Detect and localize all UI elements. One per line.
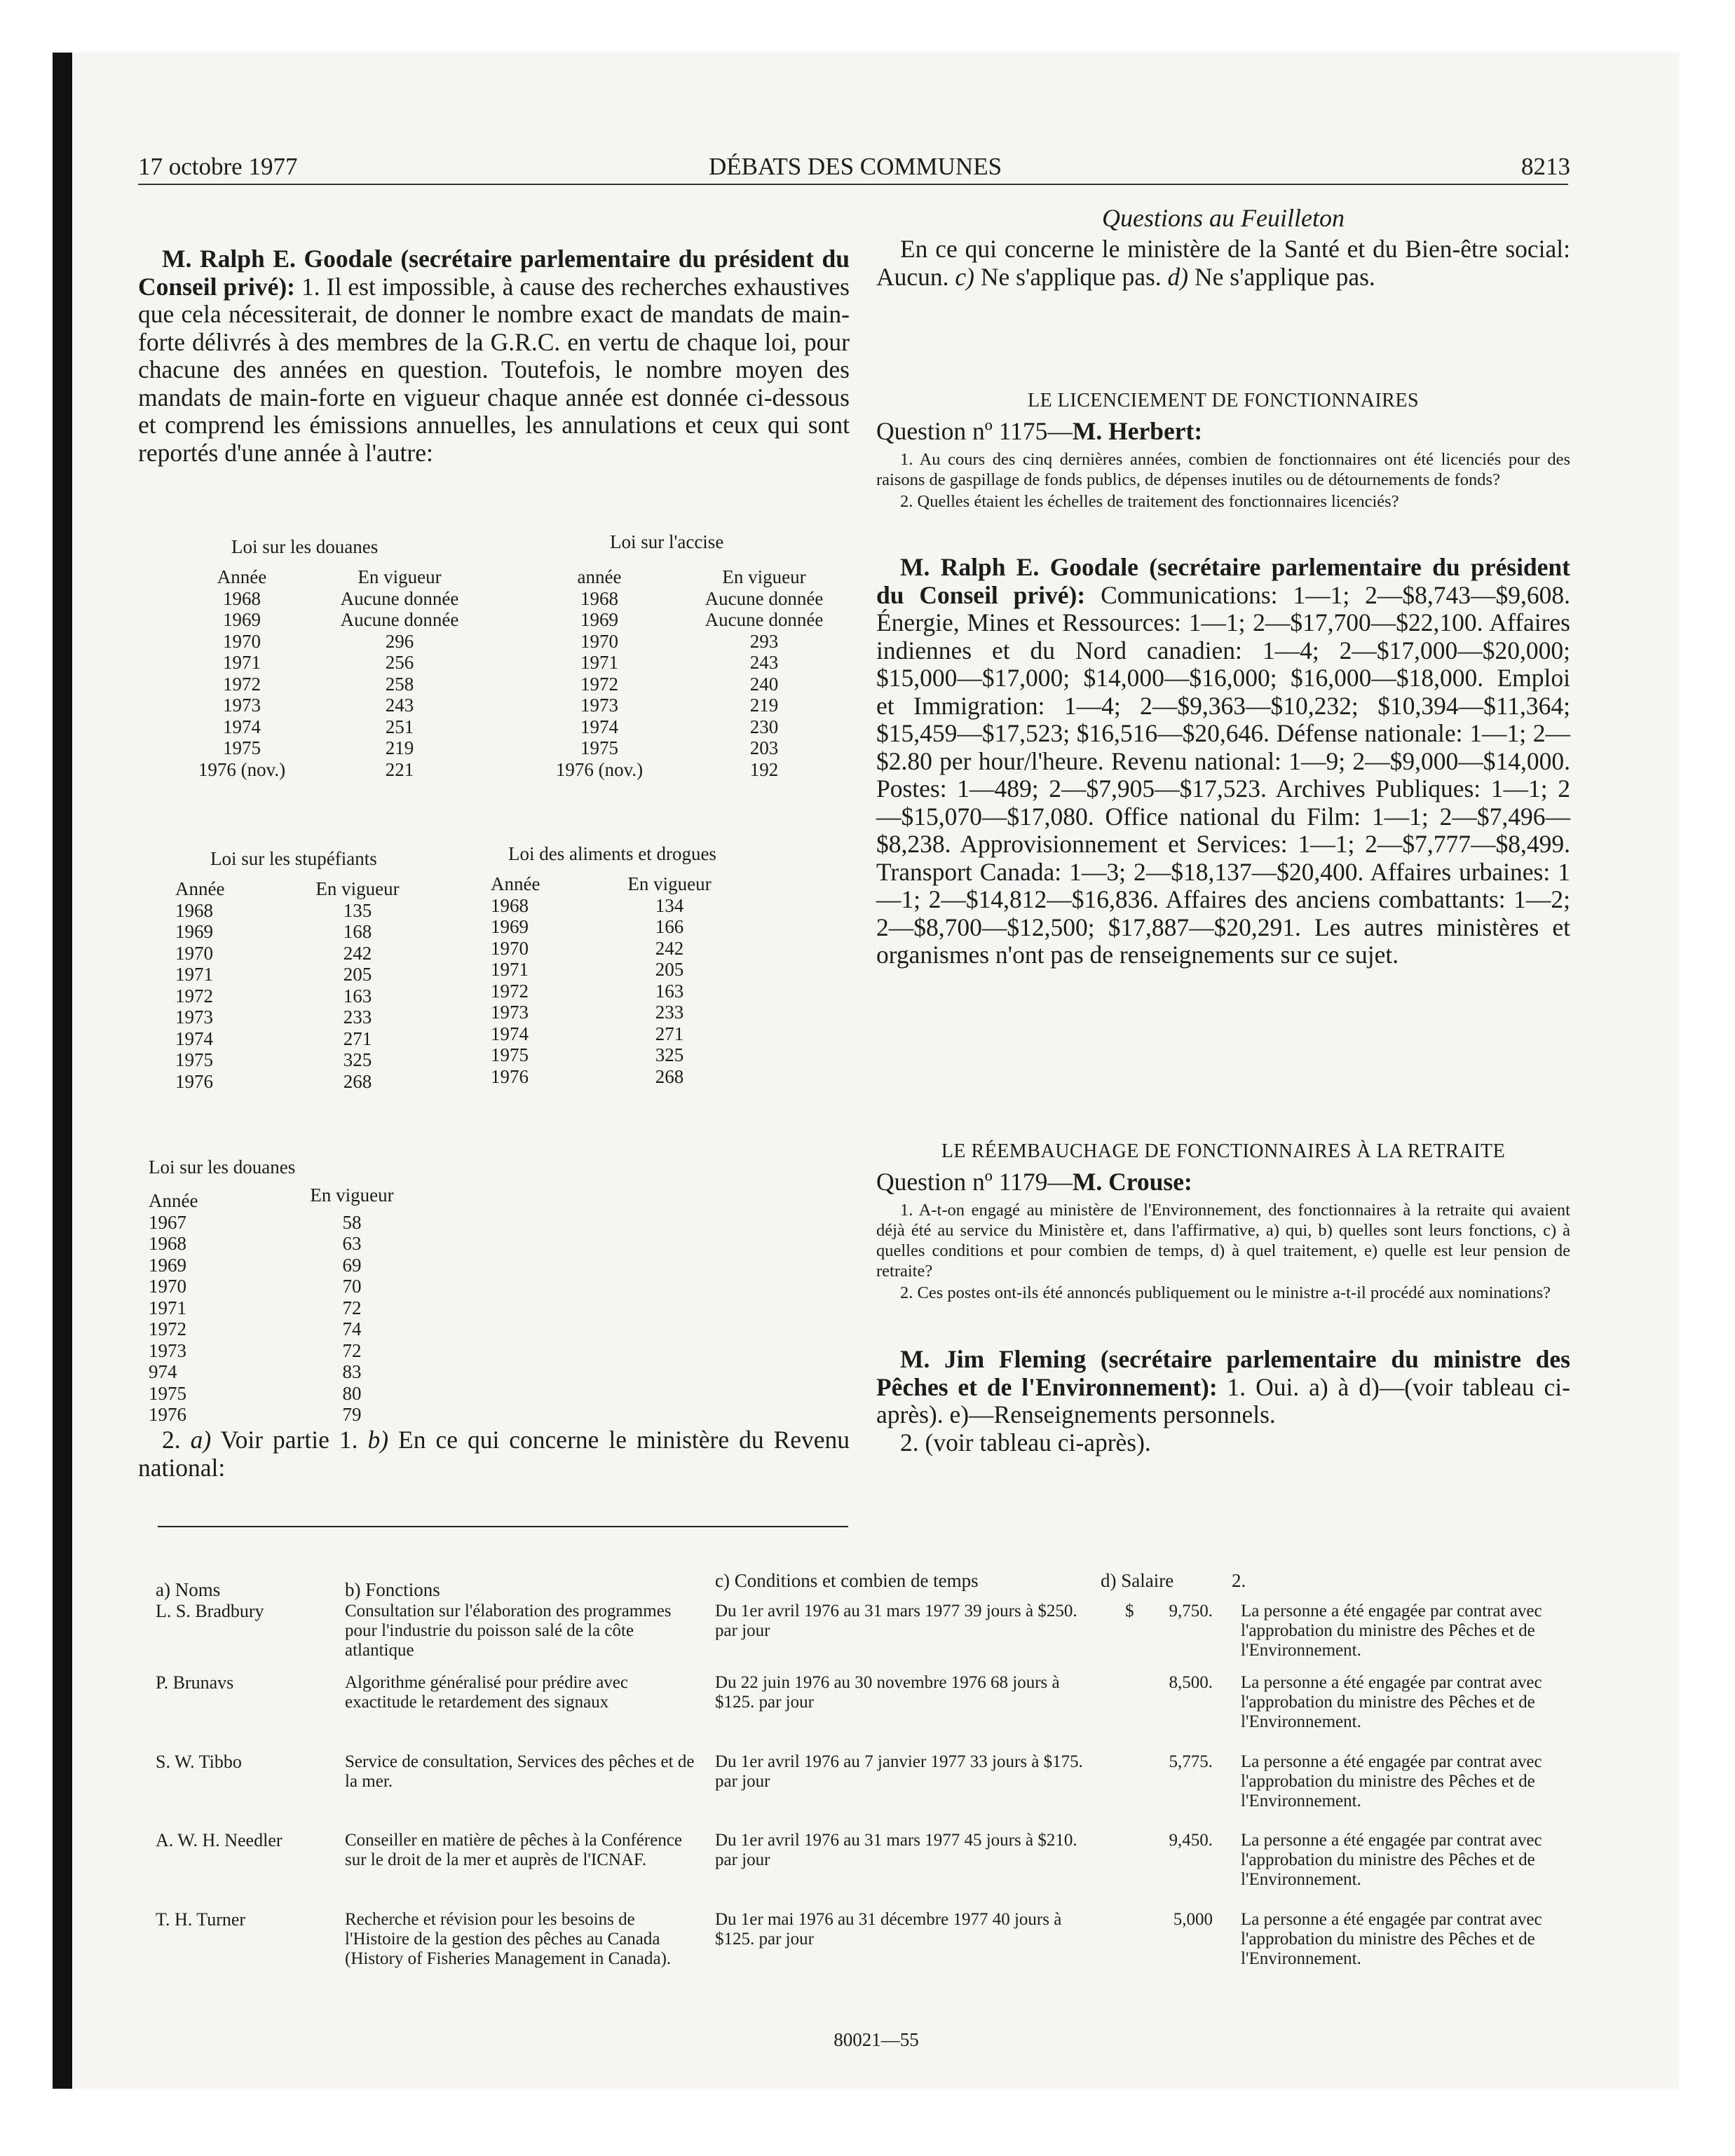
year-cell: 1974: [580, 716, 618, 737]
header-date: 17 octobre 1977: [138, 153, 298, 180]
year-cell: 1976: [175, 1070, 213, 1092]
table-row: [491, 916, 757, 938]
value-cell: 63: [342, 1233, 362, 1254]
answer-1175-speaker: M. Ralph E. Goodale (secrétaire parlementaire du président du Conseil privé):: [876, 553, 1570, 609]
answer-1179-p2: 2. (voir tableau ci-après).: [900, 1428, 1151, 1456]
value-cell: 296: [385, 630, 414, 652]
value-cell: 256: [385, 652, 414, 673]
part2-a: a): [190, 1426, 212, 1454]
year-cell: 1969: [491, 916, 529, 937]
value-cell: 325: [343, 1049, 372, 1070]
table-accise-year-header: année: [577, 566, 622, 587]
year-cell: 1968: [175, 899, 213, 921]
header-title: DÉBATS DES COMMUNES: [708, 153, 1002, 180]
value-cell: 258: [385, 673, 414, 695]
header-page-number: 8213: [1521, 153, 1570, 180]
value-cell: 203: [749, 737, 779, 758]
table-accise-value-header: En vigueur: [722, 566, 806, 587]
bt-name-cell: S. W. Tibbo: [156, 1752, 242, 1772]
table-aliments-year-header: Année: [491, 873, 540, 894]
table-row: [175, 1071, 442, 1093]
value-cell: 70: [342, 1276, 362, 1297]
bt-function-cell: Conseiller en matière de pêches à la Conférence sur le droit de la mer et auprès de l'ICNAF.: [345, 1831, 683, 1869]
year-cell: 1975: [223, 737, 261, 758]
table-row: [175, 1049, 442, 1071]
bt-conditions-cell: Du 1er mai 1976 au 31 décembre 1977 40 jours à $125. par jour: [715, 1910, 1062, 1949]
left-part2: [138, 1426, 850, 1482]
table-row: [175, 1028, 442, 1050]
table-row: [175, 943, 442, 964]
value-cell: 271: [655, 1023, 684, 1044]
table-row: [491, 1044, 757, 1066]
table-aliments-title: Loi des aliments et drogues: [508, 843, 716, 864]
value-cell: 168: [343, 921, 372, 942]
table-row: [149, 1340, 436, 1362]
year-cell: 1970: [149, 1276, 186, 1297]
right-intro-c-text: Ne s'applique pas.: [974, 262, 1168, 291]
question-1179-p1: 1. A-t-on engagé au ministère de l'Environnement, des fonctionnaires à la retraite qui avaient déjà été au service du Ministère et, dans l'affirmative, a) qui, b) quelles sont leurs fonctions, c) à quelles conditions et pour combien de temps, d) à quel traitement, e) quelle est leur pension de retraite?: [876, 1201, 1570, 1281]
value-cell: 233: [343, 1007, 372, 1028]
value-cell: 242: [655, 937, 684, 959]
bt-salary-cell: 9,750.: [1169, 1602, 1213, 1621]
value-cell: 135: [343, 899, 372, 921]
table-row: [193, 609, 494, 631]
table-douanes2-title: Loi sur les douanes: [149, 1157, 296, 1178]
year-cell: 1975: [175, 1049, 213, 1070]
table-row: [149, 1212, 436, 1234]
year-cell: 1973: [580, 695, 618, 716]
table-row: [491, 981, 757, 1002]
value-cell: 251: [385, 716, 414, 737]
header-subtitle: Questions au Feuilleton: [1102, 204, 1345, 232]
left-answer: [138, 245, 850, 467]
year-cell: 974: [149, 1361, 177, 1382]
value-cell: 192: [749, 758, 779, 780]
table-row: [491, 938, 757, 960]
table-douanes-title: Loi sur les douanes: [231, 536, 379, 557]
value-cell: 219: [385, 737, 414, 758]
value-cell: 240: [749, 673, 779, 695]
year-cell: 1976 (nov.): [555, 758, 644, 780]
value-cell: 271: [343, 1028, 372, 1049]
table-row: [193, 716, 494, 738]
part2-number: 2.: [162, 1426, 191, 1454]
bt-note-cell: La personne a été engagée par contrat avec l'approbation du ministre des Pêches et de l'Environnement.: [1241, 1831, 1542, 1889]
question-1175-label: Question nº 1175—: [876, 417, 1073, 445]
part2-text-2: En ce qui concerne le ministère du Revenu national:: [138, 1426, 850, 1482]
table-douanes2-year-header: Année: [149, 1190, 198, 1211]
year-cell: 1970: [175, 942, 213, 964]
question-1175-member: M. Herbert:: [1072, 417, 1203, 445]
value-cell: 83: [342, 1361, 362, 1382]
value-cell: 233: [655, 1002, 684, 1023]
left-divider-rule: [158, 1526, 848, 1527]
value-cell: 134: [655, 894, 684, 916]
table-aliments-value-header: En vigueur: [627, 873, 712, 894]
value-cell: Aucune donnée: [340, 587, 459, 609]
table-stupefiants-title: Loi sur les stupéfiants: [210, 848, 377, 869]
table-douanes-year-header: Année: [217, 566, 267, 587]
heading-licenciement: LE LICENCIEMENT DE FONCTIONNAIRES: [1027, 390, 1420, 411]
year-cell: 1970: [580, 630, 618, 652]
bt-function-cell: Algorithme généralisé pour prédire avec exactitude le retardement des signaux: [345, 1673, 628, 1712]
bt-function-cell: Recherche et révision pour les besoins de l'Histoire de la gestion des pêches au Canada (History of Fisheries Management in Canada).: [345, 1910, 672, 1968]
year-cell: 1973: [223, 695, 261, 716]
value-cell: 268: [655, 1065, 684, 1087]
bt-conditions-cell: Du 22 juin 1976 au 30 novembre 1976 68 jours à $125. par jour: [715, 1673, 1060, 1712]
year-cell: 1976: [149, 1404, 186, 1425]
value-cell: 219: [749, 695, 779, 716]
table-row: [547, 609, 855, 631]
table-row: [547, 652, 855, 674]
answer-1179-text: 1. Oui. a) à d)—(voir tableau ci-après). e)—Renseignements personnels.: [876, 1372, 1570, 1428]
footer-code: 80021—55: [834, 2029, 919, 2050]
table-row: [491, 959, 757, 981]
year-cell: 1969: [223, 609, 261, 630]
value-cell: 163: [655, 980, 684, 1002]
table-row: [149, 1404, 436, 1426]
bt-currency-cell: $: [1125, 1602, 1134, 1621]
table-row: [491, 1002, 757, 1023]
answer-1179-speaker: M. Jim Fleming (secrétaire parlementaire du ministre des Pêches et de l'Environnement):: [876, 1345, 1570, 1401]
question-1179-line: [876, 1167, 1192, 1196]
year-cell: 1975: [149, 1382, 186, 1404]
value-cell: Aucune donnée: [340, 609, 459, 630]
year-cell: 1973: [149, 1339, 186, 1361]
bt-name-cell: T. H. Turner: [156, 1909, 246, 1930]
table-aliments: [491, 873, 757, 1087]
table-row: [149, 1276, 436, 1297]
value-cell: 80: [342, 1382, 362, 1404]
question-1175-line: [876, 416, 1202, 446]
value-cell: 243: [749, 652, 779, 673]
question-1175-p2: 2. Quelles étaient les échelles de traitement des fonctionnaires licenciés?: [900, 492, 1399, 511]
table-row: [193, 652, 494, 674]
year-cell: 1975: [491, 1044, 529, 1065]
year-cell: 1971: [580, 652, 618, 673]
bt-salary-cell: 9,450.: [1169, 1831, 1213, 1850]
table-douanes-value-header: En vigueur: [358, 566, 442, 587]
table-row: [149, 1318, 436, 1340]
bt-header-functions: b) Fonctions: [345, 1579, 440, 1600]
question-1179-label: Question nº 1179—: [876, 1168, 1073, 1196]
table-row: [149, 1361, 436, 1383]
value-cell: 230: [749, 716, 779, 737]
part2-text-1: Voir partie 1.: [211, 1426, 368, 1454]
table-row: [149, 1297, 436, 1319]
question-1179-p2: 2. Ces postes ont-ils été annoncés publiquement ou le ministre a-t-il procédé aux nominations?: [900, 1283, 1551, 1302]
value-cell: 166: [655, 916, 684, 937]
right-intro: [876, 236, 1570, 291]
bt-note-cell: La personne a été engagée par contrat avec l'approbation du ministre des Pêches et de l'Environnement.: [1241, 1752, 1542, 1810]
table-row: [193, 631, 494, 653]
table-row: [193, 674, 494, 695]
table-douanes-body: [193, 588, 494, 781]
table-row: [547, 674, 855, 695]
value-cell: 242: [343, 942, 372, 964]
question-1179-member: M. Crouse:: [1072, 1168, 1192, 1196]
value-cell: 293: [749, 630, 779, 652]
bt-name-cell: A. W. H. Needler: [156, 1830, 283, 1850]
year-cell: 1968: [580, 587, 618, 609]
table-douanes2-body: [149, 1212, 436, 1426]
year-cell: 1969: [175, 921, 213, 942]
table-row: [547, 737, 855, 759]
answer-1175: [876, 554, 1570, 969]
bt-salary-cell: 5,000: [1173, 1910, 1213, 1929]
year-cell: 1968: [491, 894, 529, 916]
table-douanes2: [149, 1185, 436, 1426]
table-row: [547, 695, 855, 716]
table-row: [175, 1007, 442, 1028]
table-stupefiants-value-header: En vigueur: [315, 878, 400, 899]
left-speaker: M. Ralph E. Goodale (secrétaire parlementaire du président du Conseil privé):: [138, 245, 850, 301]
year-cell: 1970: [223, 630, 261, 652]
value-cell: 325: [655, 1044, 684, 1065]
year-cell: 1973: [491, 1002, 529, 1023]
table-row: [175, 921, 442, 943]
bt-note-cell: La personne a été engagée par contrat avec l'approbation du ministre des Pêches et de l'Environnement.: [1241, 1673, 1542, 1731]
year-cell: 1976: [491, 1065, 529, 1087]
year-cell: 1968: [223, 587, 261, 609]
table-row: [175, 900, 442, 922]
value-cell: 72: [342, 1297, 362, 1318]
table-row: [175, 985, 442, 1007]
answer-1175-text: Communications: 1—1; 2—$8,743—$9,608. Énergie, Mines et Ressources: 1—1; 2—$17,700—$22,100. Affaires indiennes et du Nord canadien: 1—4; 2—$17,000—$20,000; $15,000—$17,000; $14,000—$16,000; $16,000—$18,000. Emploi et Immigration: 1—4; 2—$9,363—$10,232; $10,394—$11,364; $15,459—$17,523; $16,516—$20,646. Défense nationale: 1—1; 2—$2.80 per hour/l'heure. Revenu national: 1—9; 2—$9,000—$14,000. Postes: 1—489; 2—$7,905—$17,523. Archives Publiques: 1—1; 2—$15,070—$17,080. Office national du Film: 1—1; 2—$7,496—$8,238. Approvisionnement et Services: 1—1; 2—$7,777—$8,499. Transport Canada: 1—3; 2—$18,137—$20,400. Affaires urbaines: 1—1; 2—$14,812—$16,836. Affaires des anciens combattants: 1—2; 2—$8,700—$12,500; $17,887—$20,291. Les autres ministères et organismes n'ont pas de renseignements sur ce sujet.: [876, 580, 1570, 969]
bt-note-cell: La personne a été engagée par contrat avec l'approbation du ministre des Pêches et de l'Environnement.: [1241, 1910, 1542, 1968]
table-accise-body: [547, 588, 855, 781]
table-row: [547, 631, 855, 653]
bt-salary-cell: 8,500.: [1169, 1673, 1213, 1692]
value-cell: 58: [342, 1211, 362, 1233]
value-cell: 243: [385, 695, 414, 716]
table-douanes2-value-header: En vigueur: [310, 1185, 394, 1206]
year-cell: 1971: [149, 1297, 186, 1318]
right-intro-d: d): [1167, 262, 1189, 291]
year-cell: 1968: [149, 1233, 186, 1254]
value-cell: 221: [385, 758, 414, 780]
table-row: [175, 964, 442, 985]
value-cell: 205: [655, 959, 684, 980]
table-row: [193, 588, 494, 610]
year-cell: 1972: [223, 673, 261, 695]
right-intro-d-text: Ne s'applique pas.: [1188, 262, 1375, 291]
question-1179-text: [876, 1200, 1570, 1303]
value-cell: 69: [342, 1254, 362, 1276]
table-row: [491, 1023, 757, 1045]
table-row: [193, 737, 494, 759]
table-row: [547, 588, 855, 610]
table-stupefiants-year-header: Année: [175, 878, 225, 899]
year-cell: 1974: [175, 1028, 213, 1049]
left-answer-text: 1. Il est impossible, à cause des recherches exhaustives que cela nécessiterait, de donner le nombre exact de mandats de main-forte délivrés à des membres de la G.R.C. en vertu de chaque loi, pour chacune des années en question. Toutefois, le nombre moyen des mandats de main-forte en vigueur chaque année est donnée ci-dessous et comprend les émissions annuelles, les annulations et ceux qui sont reportés d'une année à l'autre:: [138, 272, 850, 467]
value-cell: Aucune donnée: [705, 587, 824, 609]
year-cell: 1971: [175, 964, 213, 985]
table-row: [193, 695, 494, 716]
bt-conditions-cell: Du 1er avril 1976 au 31 mars 1977 39 jours à $250. par jour: [715, 1602, 1077, 1640]
year-cell: 1974: [491, 1023, 529, 1044]
header-rule: [138, 184, 1568, 185]
year-cell: 1974: [223, 716, 261, 737]
value-cell: 79: [342, 1404, 362, 1425]
question-1175-text: [876, 449, 1570, 512]
bt-conditions-cell: Du 1er avril 1976 au 31 mars 1977 45 jours à $210. par jour: [715, 1831, 1077, 1869]
right-intro-c: c): [955, 262, 974, 291]
table-stupefiants-body: [175, 900, 442, 1093]
table-stupefiants: [175, 878, 442, 1092]
right-intro-text: En ce qui concerne le ministère de la Santé et du Bien-être social: Aucun.: [876, 235, 1570, 291]
year-cell: 1970: [491, 937, 529, 959]
bt-name-cell: L. S. Bradbury: [156, 1601, 264, 1621]
answer-1179: [876, 1346, 1570, 1456]
value-cell: 268: [343, 1070, 372, 1092]
bt-header-names: a) Noms: [156, 1579, 221, 1600]
year-cell: 1969: [149, 1254, 186, 1276]
value-cell: 163: [343, 985, 372, 1007]
bt-header-salary: d) Salaire: [1101, 1570, 1174, 1591]
year-cell: 1972: [580, 673, 618, 695]
value-cell: Aucune donnée: [705, 609, 824, 630]
year-cell: 1975: [580, 737, 618, 758]
year-cell: 1972: [149, 1318, 186, 1339]
scan-edge: [53, 53, 72, 2089]
question-1175-p1: 1. Au cours des cinq dernières années, combien de fonctionnaires ont été licenciés pour des raisons de gaspillage de fonds publics, de dépenses inutiles ou de détournements de fonds?: [876, 450, 1570, 489]
table-accise-title: Loi sur l'accise: [610, 531, 724, 552]
bt-header-conditions: c) Conditions et combien de temps: [715, 1570, 979, 1591]
bt-conditions-cell: Du 1er avril 1976 au 7 janvier 1977 33 jours à $175. par jour: [715, 1752, 1083, 1791]
table-row: [149, 1383, 436, 1405]
table-row: [491, 895, 757, 917]
table-douanes: [193, 566, 494, 780]
heading-reembauchage: LE RÉEMBAUCHAGE DE FONCTIONNAIRES À LA RETRAITE: [941, 1140, 1506, 1162]
year-cell: 1967: [149, 1211, 186, 1233]
table-row: [149, 1233, 436, 1255]
bt-note-cell: La personne a été engagée par contrat avec l'approbation du ministre des Pêches et de l'Environnement.: [1241, 1602, 1542, 1660]
table-aliments-body: [491, 895, 757, 1088]
part2-b: b): [367, 1426, 389, 1454]
table-accise: [547, 566, 855, 780]
value-cell: 72: [342, 1339, 362, 1361]
year-cell: 1969: [580, 609, 618, 630]
year-cell: 1971: [223, 652, 261, 673]
year-cell: 1972: [175, 985, 213, 1007]
bt-header-two: 2.: [1232, 1570, 1246, 1591]
table-row: [547, 759, 855, 781]
value-cell: 74: [342, 1318, 362, 1339]
table-row: [193, 759, 494, 781]
bt-salary-cell: 5,775.: [1169, 1752, 1213, 1771]
table-row: [491, 1066, 757, 1088]
year-cell: 1973: [175, 1007, 213, 1028]
year-cell: 1976 (nov.): [198, 758, 286, 780]
bt-name-cell: P. Brunavs: [156, 1672, 234, 1693]
table-row: [149, 1255, 436, 1276]
value-cell: 205: [343, 964, 372, 985]
year-cell: 1971: [491, 959, 529, 980]
table-row: [547, 716, 855, 738]
bt-function-cell: Consultation sur l'élaboration des programmes pour l'industrie du poisson salé de la côte atlantique: [345, 1602, 672, 1660]
bt-function-cell: Service de consultation, Services des pêches et de la mer.: [345, 1752, 695, 1791]
year-cell: 1972: [491, 980, 529, 1002]
